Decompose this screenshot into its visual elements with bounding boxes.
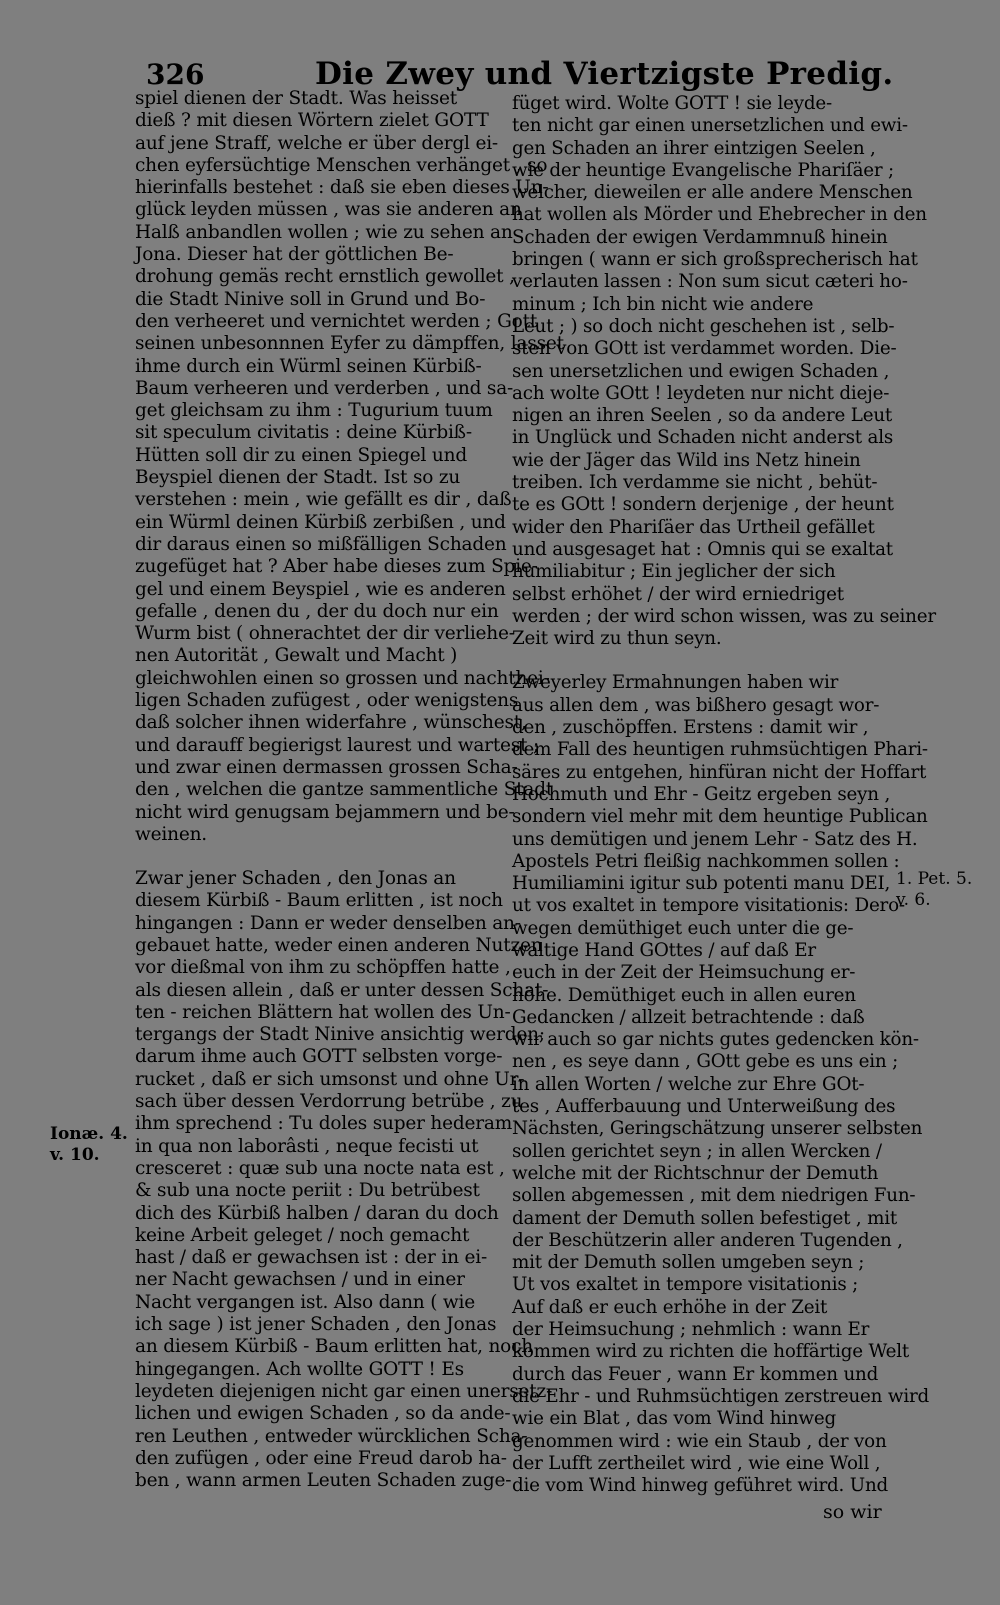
text-line: in Unglück und Schaden nicht anderst als: [512, 427, 894, 449]
text-line: gen Schaden an ihrer eintzigen Seelen ,: [512, 137, 876, 159]
text-line: ren Leuthen , entweder würcklichen Scha-: [135, 1425, 528, 1447]
text-line: Leut ; ) so doch nicht geschehen ist , selb-: [512, 315, 895, 337]
text-line: hierinfalls bestehet : daß sie eben dieses Un-: [135, 177, 549, 199]
text-line: nigen an ihren Seelen , so da andere Leut: [512, 405, 893, 427]
paragraph: [135, 868, 553, 1492]
text-line: minum ; Ich bin nicht wie andere: [512, 293, 814, 315]
text-line: ein Würml deinen Kürbiß zerbißen , und: [135, 511, 506, 533]
text-line: hingegangen. Ach wollte GOTT ! Es: [135, 1358, 464, 1380]
margin-note-left: Ionæ. 4. v. 10.: [50, 1124, 128, 1165]
text-line: tes , Aufferbauung und Unterweißung des: [512, 1096, 896, 1118]
text-line: sondern viel mehr mit dem heuntige Publican: [512, 806, 928, 828]
text-line: Nacht vergangen ist. Also dann ( wie: [135, 1291, 476, 1313]
text-line: gleichwohlen einen so grossen und nachthei-: [135, 667, 550, 689]
text-line: ligen Schaden zufügest , oder wenigstens: [135, 690, 519, 712]
text-line: an diesem Kürbiß - Baum erlitten hat, noch: [135, 1336, 533, 1358]
text-line: drohung gemäs recht ernstlich gewollet ,: [135, 266, 515, 288]
text-line: gebauet hatte, weder einen anderen Nutzen: [135, 934, 543, 956]
text-line: gel und einem Beyspiel , wie es anderen: [135, 578, 506, 600]
text-line: und zwar einen dermassen grossen Scha-: [135, 756, 518, 778]
text-line: Hütten soll dir zu einen Spiegel und: [135, 444, 467, 466]
text-line: wir auch so gar nichts gutes gedencken kön-: [512, 1029, 919, 1051]
text-line: verlauten lassen : Non sum sicut cæteri ho-: [512, 271, 908, 293]
text-line: füget wird. Wolte GOTT ! sie leyde-: [512, 93, 832, 114]
text-line: lichen und ewigen Schaden , so da ande-: [135, 1403, 511, 1425]
running-title: Die Zwey und Viertzigste Predig.: [315, 56, 894, 92]
text-line: verstehen : mein , wie gefällt es dir , daß: [135, 489, 512, 511]
text-line: zugefüget hat ? Aber habe dieses zum Spie-: [135, 556, 538, 578]
text-line: chen eyfersüchtige Menschen verhänget , so: [135, 154, 548, 176]
text-line: daß solcher ihnen widerfahre , wünschest,: [135, 712, 527, 734]
text-line: leydeten diejenigen nicht gar einen unersetz-: [135, 1380, 553, 1402]
text-line: spiel dienen der Stadt. Was heisset: [135, 88, 458, 109]
text-line: weinen.: [135, 823, 207, 845]
text-line: bringen ( wann er sich großsprecherisch hat: [512, 249, 918, 271]
text-line: wie der Jäger das Wild ins Netz hinein: [512, 449, 861, 471]
text-line: dem Fall des heuntigen ruhmsüchtigen Phari-: [512, 739, 928, 761]
text-line: ten nicht gar einen unersetzlichen und ewi-: [512, 115, 908, 137]
catchword: so wir: [823, 1501, 882, 1523]
text-line: ut vos exaltet in tempore visitationis: Dero-: [512, 895, 905, 917]
text-line: wegen demüthiget euch unter die ge-: [512, 917, 854, 939]
text-line: humiliabitur ; Ein jeglicher der sich: [512, 561, 836, 583]
paragraph: [135, 88, 564, 846]
text-line: Hochmuth und Ehr - Geitz ergeben seyn ,: [512, 783, 891, 805]
text-line: glück leyden müssen , was sie anderen an: [135, 199, 522, 221]
text-line: der Heimsuchung ; nehmlich : wann Er: [512, 1319, 870, 1341]
paragraph: [512, 93, 936, 650]
text-line: der Lufft zertheilet wird , wie eine Woll ,: [512, 1452, 881, 1474]
text-line: treiben. Ich verdamme sie nicht , behüt-: [512, 472, 878, 494]
text-line: sollen abgemessen , mit dem niedrigen Fun-: [512, 1185, 916, 1207]
text-line: hingangen : Dann er weder denselben an-: [135, 912, 521, 934]
text-line: die vom Wind hinweg geführet wird. Und: [512, 1475, 889, 1497]
text-line: euch in der Zeit der Heimsuchung er-: [512, 962, 856, 984]
text-line: Gedancken / allzeit betrachtende : daß: [512, 1006, 865, 1028]
text-line: den zufügen , oder eine Freud darob ha-: [135, 1447, 507, 1469]
text-line: auf jene Straff, welche er über dergl ei-: [135, 132, 498, 154]
text-line: die Stadt Ninive soll in Grund und Bo-: [135, 288, 486, 310]
text-line: selbst erhöhet / der wird erniedriget: [512, 583, 844, 605]
text-line: sten von GOtt ist verdammet worden. Die-: [512, 338, 897, 360]
text-line: diesem Kürbiß - Baum erlitten , ist noch: [135, 890, 503, 912]
text-line: den verheeret und vernichtet werden ; Gott: [135, 310, 538, 332]
text-line: gefalle , denen du , der du doch nur ein: [135, 600, 499, 622]
text-line: mit der Demuth sollen umgeben seyn ;: [512, 1252, 865, 1274]
text-line: dich des Kürbiß halben / daran du doch: [135, 1202, 499, 1224]
text-line: Jona. Dieser hat der göttlichen Be-: [135, 244, 454, 266]
paragraph: [512, 672, 930, 1497]
text-line: Zeit wird zu thun seyn.: [512, 628, 722, 650]
text-line: nen , es seye dann , GOtt gebe es uns ein ;: [512, 1051, 899, 1073]
text-line: und ausgesaget hat : Omnis qui se exaltat: [512, 538, 893, 560]
text-line: höhe. Demüthiget euch in allen euren: [512, 984, 856, 1006]
text-line: durch das Feuer , wann Er kommen und: [512, 1363, 879, 1385]
text-line: genommen wird : wie ein Staub , der von: [512, 1430, 887, 1452]
text-line: den , zuschöpffen. Erstens : damit wir ,: [512, 717, 869, 739]
text-line: te es GOtt ! sondern derjenige , der heunt: [512, 494, 894, 516]
text-line: rucket , daß er sich umsonst und ohne Ur-: [135, 1068, 525, 1090]
text-line: tergangs der Stadt Ninive ansichtig werden;: [135, 1024, 545, 1046]
text-line: cresceret : quæ sub una nocte nata est ,: [135, 1157, 505, 1179]
text-line: dament der Demuth sollen befestiget , mit: [512, 1207, 898, 1229]
text-line: get gleichsam zu ihm : Tugurium tuum: [135, 400, 493, 422]
text-line: dir daraus einen so mißfälligen Schaden: [135, 533, 507, 555]
text-line: Zwar jener Schaden , den Jonas an: [135, 868, 456, 890]
text-line: waltige Hand GOttes / auf daß Er: [512, 939, 816, 961]
text-line: aus allen dem , was bißhero gesagt wor-: [512, 694, 880, 716]
text-line: seinen unbesonnnen Eyfer zu dämpffen, lasset: [135, 333, 564, 355]
text-line: ben , wann armen Leuten Schaden zuge-: [135, 1470, 512, 1492]
left-column: [135, 88, 564, 1492]
text-line: Humiliamini igitur sub potenti manu DEI,: [512, 873, 891, 895]
text-line: Beyspiel dienen der Stadt. Ist so zu: [135, 467, 461, 489]
margin-note-right: 1. Pet. 5. v. 6.: [896, 869, 973, 910]
text-line: keine Arbeit geleget / noch gemacht: [135, 1224, 470, 1246]
text-line: Wurm bist ( ohnerachtet der dir verliehe-: [135, 623, 515, 645]
text-line: ach wolte GOtt ! leydeten nur nicht dieje-: [512, 382, 890, 404]
text-line: sit speculum civitatis : deine Kürbiß-: [135, 422, 472, 444]
text-line: und darauff begierigst laurest und wartest ;: [135, 734, 540, 756]
text-line: nicht wird genugsam bejammern und be-: [135, 801, 515, 823]
text-line: darum ihme auch GOTT selbsten vorge-: [135, 1046, 503, 1068]
text-line: Apostels Petri fleißig nachkommen sollen :: [512, 850, 900, 872]
text-line: wie der heuntige Evangelische Phariſäer ;: [512, 159, 894, 181]
text-line: werden ; der wird schon wissen, was zu seiner: [512, 605, 936, 627]
text-line: die Ehr - und Ruhmsüchtigen zerstreuen wird: [512, 1385, 930, 1407]
text-line: sach über dessen Verdorrung betrübe , zu: [135, 1091, 523, 1113]
text-line: Nächsten, Geringschätzung unserer selbsten: [512, 1118, 923, 1140]
text-line: welcher, dieweilen er alle andere Menschen: [512, 182, 913, 204]
text-line: ner Nacht gewachsen / und in einer: [135, 1269, 465, 1291]
text-line: & sub una nocte periit : Du betrübest: [135, 1180, 480, 1202]
text-line: Baum verheeren und verderben , und sa-: [135, 377, 514, 399]
text-line: säres zu entgehen, hinfüran nicht der Hoffart: [512, 761, 927, 783]
text-line: ihme durch ein Würml seinen Kürbiß-: [135, 355, 482, 377]
text-line: Zweyerley Ermahnungen haben wir: [512, 672, 839, 694]
text-line: ihm sprechend : Tu doles super hederam: [135, 1113, 513, 1135]
text-line: uns demütigen und jenem Lehr - Satz des H.: [512, 828, 918, 850]
text-line: ten - reichen Blättern hat wollen des Un-: [135, 1001, 511, 1023]
text-line: Halß anbandlen wollen ; wie zu sehen an: [135, 221, 513, 243]
text-line: in allen Worten / welche zur Ehre GOt-: [512, 1073, 865, 1095]
text-line: der Beschützerin aller anderen Tugenden ,: [512, 1229, 903, 1251]
text-line: Ut vos exaltet in tempore visitationis ;: [512, 1274, 859, 1296]
text-line: den , welchen die gantze sammentliche Stadt: [135, 779, 554, 801]
text-line: wider den Phariſäer das Urtheil gefället: [512, 516, 875, 538]
text-line: ich sage ) ist jener Schaden , den Jonas: [135, 1314, 497, 1336]
text-line: sen unersetzlichen und ewigen Schaden ,: [512, 360, 890, 382]
page-number: 326: [146, 58, 205, 91]
text-line: Schaden der ewigen Verdammnuß hinein: [512, 226, 888, 248]
text-line: als diesen allein , daß er unter dessen Schat-: [135, 979, 549, 1001]
text-line: hast / daß er gewachsen ist : der in ei-: [135, 1247, 488, 1269]
text-line: kommen wird zu richten die hoffärtige Welt: [512, 1341, 910, 1363]
text-line: sollen gerichtet seyn ; in allen Wercken /: [512, 1140, 882, 1162]
text-line: hat wollen als Mörder und Ehebrecher in den: [512, 204, 927, 226]
text-line: nen Autorität , Gewalt und Macht ): [135, 645, 458, 667]
text-line: Auf daß er euch erhöhe in der Zeit: [512, 1296, 828, 1318]
text-line: vor dießmal von ihm zu schöpffen hatte ,: [135, 957, 511, 979]
text-line: in qua non laborâsti , neque fecisti ut: [135, 1135, 479, 1157]
text-line: welche mit der Richtschnur der Demuth: [512, 1162, 879, 1184]
text-line: wie ein Blat , das vom Wind hinweg: [512, 1408, 836, 1430]
text-line: dieß ? mit diesen Wörtern zielet GOTT: [135, 110, 489, 132]
